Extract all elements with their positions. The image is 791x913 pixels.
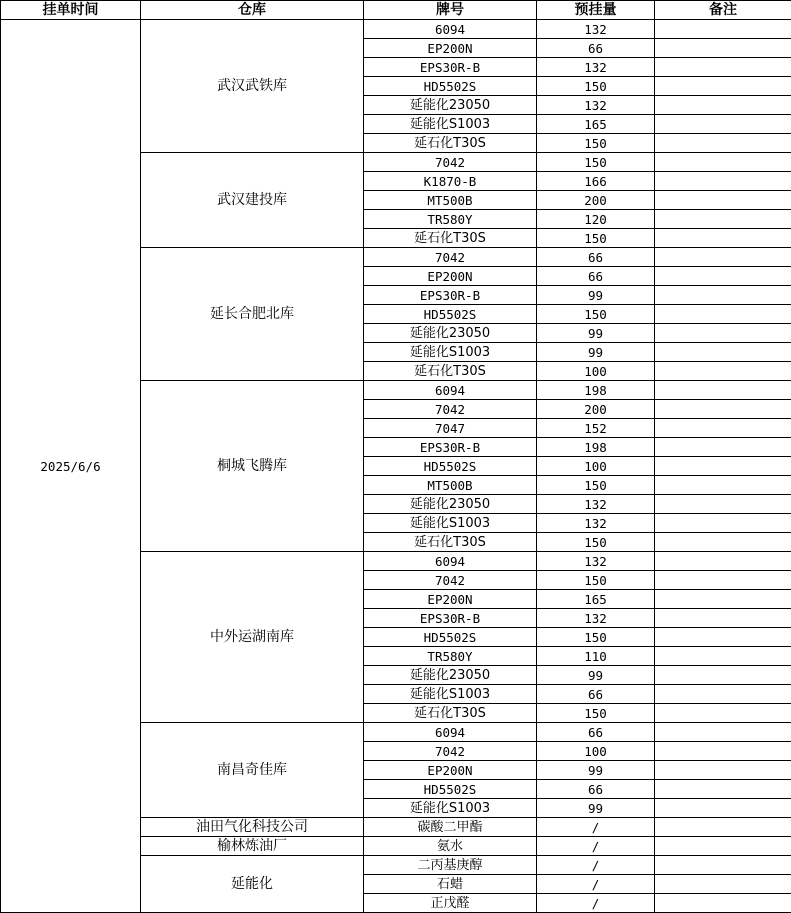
warehouse-cell: 桐城飞腾库 (141, 381, 364, 552)
quantity-cell: 132 (537, 609, 655, 628)
remarks-cell (655, 837, 791, 856)
remarks-cell (655, 799, 791, 818)
header-warehouse: 仓库 (141, 1, 364, 20)
quantity-cell: 66 (537, 685, 655, 704)
remarks-cell (655, 495, 791, 514)
grade-cell: 6094 (364, 20, 537, 39)
grade-cell: 7042 (364, 248, 537, 267)
remarks-cell (655, 476, 791, 495)
quantity-cell: 166 (537, 172, 655, 191)
quantity-cell: 99 (537, 324, 655, 343)
quantity-cell: 66 (537, 723, 655, 742)
quantity-cell: 198 (537, 381, 655, 400)
quantity-cell: 150 (537, 476, 655, 495)
quantity-cell: 66 (537, 39, 655, 58)
quantity-cell: 165 (537, 590, 655, 609)
grade-cell: 7042 (364, 400, 537, 419)
grade-cell: TR580Y (364, 210, 537, 229)
grade-cell: 延能化23050 (364, 666, 537, 685)
header-quantity: 预挂量 (537, 1, 655, 20)
grade-cell: EP200N (364, 761, 537, 780)
grade-cell: EP200N (364, 267, 537, 286)
grade-cell: 6094 (364, 552, 537, 571)
remarks-cell (655, 248, 791, 267)
warehouse-cell: 油田气化科技公司 (141, 818, 364, 837)
quantity-cell: 132 (537, 58, 655, 77)
quantity-cell: 132 (537, 514, 655, 533)
grade-cell: EPS30R-B (364, 58, 537, 77)
remarks-cell (655, 381, 791, 400)
remarks-cell (655, 875, 791, 894)
remarks-cell (655, 39, 791, 58)
header-row (1, 1, 791, 20)
remarks-cell (655, 267, 791, 286)
quantity-cell: 165 (537, 115, 655, 134)
remarks-cell (655, 723, 791, 742)
remarks-cell (655, 780, 791, 799)
remarks-cell (655, 571, 791, 590)
quantity-cell: 198 (537, 438, 655, 457)
grade-cell: 延能化S1003 (364, 685, 537, 704)
grade-cell: EPS30R-B (364, 609, 537, 628)
quantity-cell: 100 (537, 742, 655, 761)
grade-cell: 延能化23050 (364, 324, 537, 343)
remarks-cell (655, 77, 791, 96)
quantity-cell: 132 (537, 20, 655, 39)
quantity-cell: 66 (537, 248, 655, 267)
grade-cell: 7042 (364, 742, 537, 761)
table-row (1, 20, 791, 39)
grade-cell: 6094 (364, 381, 537, 400)
remarks-cell (655, 172, 791, 191)
grade-cell: 延能化S1003 (364, 514, 537, 533)
quantity-cell: 150 (537, 628, 655, 647)
warehouse-cell: 延长合肥北库 (141, 248, 364, 381)
grade-cell: EP200N (364, 39, 537, 58)
grade-cell: HD5502S (364, 780, 537, 799)
grade-cell: EPS30R-B (364, 286, 537, 305)
grade-cell: 正戊醛 (364, 894, 537, 913)
grade-cell: 7042 (364, 571, 537, 590)
grade-cell: 延能化S1003 (364, 115, 537, 134)
quantity-cell: 150 (537, 305, 655, 324)
grade-cell: EP200N (364, 590, 537, 609)
remarks-cell (655, 362, 791, 381)
grade-cell: 二丙基庚醇 (364, 856, 537, 875)
quantity-cell: 110 (537, 647, 655, 666)
quantity-cell: / (537, 875, 655, 894)
quantity-cell: 132 (537, 552, 655, 571)
remarks-cell (655, 305, 791, 324)
remarks-cell (655, 134, 791, 153)
quantity-cell: / (537, 818, 655, 837)
grade-cell: 延石化T30S (364, 134, 537, 153)
quantity-cell: 99 (537, 286, 655, 305)
remarks-cell (655, 324, 791, 343)
grade-cell: HD5502S (364, 305, 537, 324)
quantity-cell: 99 (537, 666, 655, 685)
quantity-cell: 132 (537, 96, 655, 115)
remarks-cell (655, 742, 791, 761)
grade-cell: 6094 (364, 723, 537, 742)
grade-cell: 延石化T30S (364, 704, 537, 723)
quantity-cell: 150 (537, 134, 655, 153)
remarks-cell (655, 590, 791, 609)
quantity-cell: 200 (537, 191, 655, 210)
remarks-cell (655, 438, 791, 457)
grade-cell: HD5502S (364, 628, 537, 647)
remarks-cell (655, 647, 791, 666)
quantity-cell: / (537, 894, 655, 913)
grade-cell: MT500B (364, 191, 537, 210)
grade-cell: MT500B (364, 476, 537, 495)
quantity-cell: 152 (537, 419, 655, 438)
quantity-cell: 150 (537, 229, 655, 248)
warehouse-cell: 延能化 (141, 856, 364, 913)
remarks-cell (655, 704, 791, 723)
warehouse-cell: 武汉武铁库 (141, 20, 364, 153)
quantity-cell: 99 (537, 799, 655, 818)
remarks-cell (655, 666, 791, 685)
remarks-cell (655, 153, 791, 172)
grade-cell: 延能化23050 (364, 96, 537, 115)
header-listing-time: 挂单时间 (1, 1, 141, 20)
quantity-cell: 132 (537, 495, 655, 514)
remarks-cell (655, 20, 791, 39)
quantity-cell: 150 (537, 533, 655, 552)
quantity-cell: 99 (537, 761, 655, 780)
grade-cell: 延能化S1003 (364, 799, 537, 818)
remarks-cell (655, 210, 791, 229)
grade-cell: 延石化T30S (364, 533, 537, 552)
quantity-cell: 120 (537, 210, 655, 229)
remarks-cell (655, 286, 791, 305)
remarks-cell (655, 457, 791, 476)
quantity-cell: / (537, 856, 655, 875)
remarks-cell (655, 609, 791, 628)
quantity-cell: 100 (537, 362, 655, 381)
grade-cell: 延石化T30S (364, 229, 537, 248)
header-grade: 牌号 (364, 1, 537, 20)
quantity-cell: 150 (537, 704, 655, 723)
listing-date-cell: 2025/6/6 (1, 20, 141, 913)
grade-cell: 7047 (364, 419, 537, 438)
remarks-cell (655, 419, 791, 438)
remarks-cell (655, 533, 791, 552)
remarks-cell (655, 856, 791, 875)
warehouse-cell: 南昌奇佳库 (141, 723, 364, 818)
remarks-cell (655, 514, 791, 533)
quantity-cell: 66 (537, 267, 655, 286)
grade-cell: 碳酸二甲酯 (364, 818, 537, 837)
grade-cell: TR580Y (364, 647, 537, 666)
remarks-cell (655, 96, 791, 115)
grade-cell: K1870-B (364, 172, 537, 191)
grade-cell: 延能化S1003 (364, 343, 537, 362)
grade-cell: 氨水 (364, 837, 537, 856)
remarks-cell (655, 343, 791, 362)
remarks-cell (655, 229, 791, 248)
quantity-cell: 100 (537, 457, 655, 476)
header-remarks: 备注 (655, 1, 791, 20)
grade-cell: 石蜡 (364, 875, 537, 894)
remarks-cell (655, 761, 791, 780)
remarks-cell (655, 818, 791, 837)
quantity-cell: 66 (537, 780, 655, 799)
remarks-cell (655, 58, 791, 77)
grade-cell: 7042 (364, 153, 537, 172)
grade-cell: HD5502S (364, 77, 537, 96)
table-body (1, 20, 791, 913)
quantity-cell: 200 (537, 400, 655, 419)
remarks-cell (655, 115, 791, 134)
quantity-cell: 150 (537, 153, 655, 172)
quantity-cell: 150 (537, 571, 655, 590)
grade-cell: 延石化T30S (364, 362, 537, 381)
warehouse-cell: 榆林炼油厂 (141, 837, 364, 856)
remarks-cell (655, 894, 791, 913)
remarks-cell (655, 400, 791, 419)
warehouse-cell: 中外运湖南库 (141, 552, 364, 723)
warehouse-cell: 武汉建投库 (141, 153, 364, 248)
grade-cell: EPS30R-B (364, 438, 537, 457)
remarks-cell (655, 552, 791, 571)
quantity-cell: / (537, 837, 655, 856)
remarks-cell (655, 191, 791, 210)
grade-cell: 延能化23050 (364, 495, 537, 514)
grade-cell: HD5502S (364, 457, 537, 476)
remarks-cell (655, 628, 791, 647)
quantity-cell: 150 (537, 77, 655, 96)
remarks-cell (655, 685, 791, 704)
quantity-cell: 99 (537, 343, 655, 362)
